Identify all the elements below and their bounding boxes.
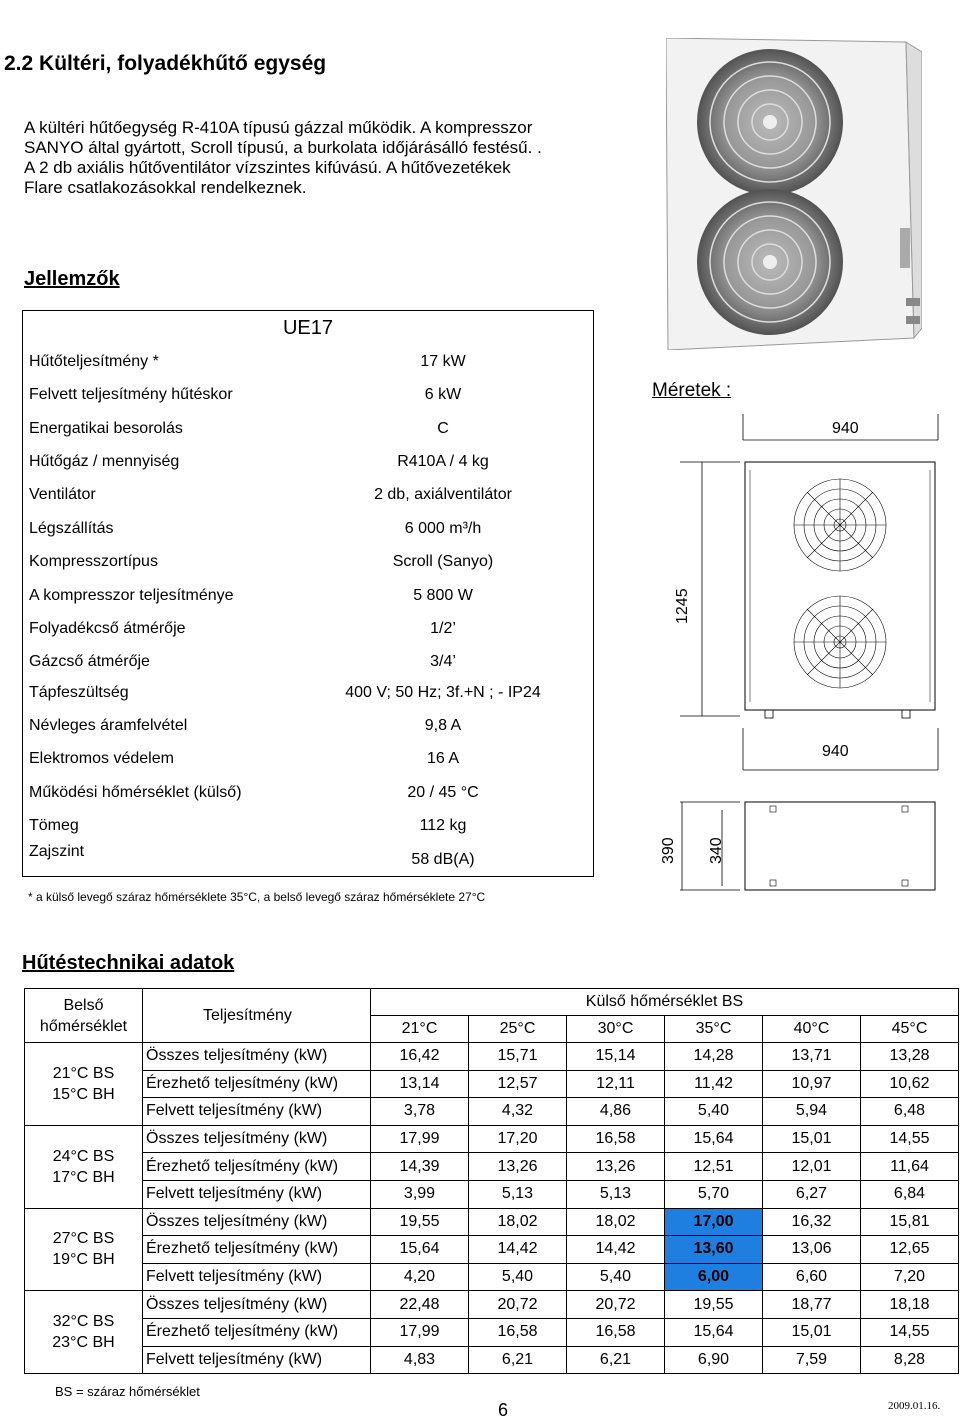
value-cell: 16,42 <box>371 1043 469 1071</box>
value-cell: 14,42 <box>469 1236 567 1264</box>
table-row <box>25 1153 959 1181</box>
value-cell: 19,55 <box>665 1291 763 1319</box>
value-cell: 15,71 <box>469 1043 567 1071</box>
inner-temp-cell <box>25 1208 143 1291</box>
inner-temp-line: 21°C BS <box>52 1064 115 1082</box>
value-cell: 10,62 <box>861 1070 959 1098</box>
spec-row <box>23 653 593 686</box>
spec-label: Felvett teljesítmény hűtéskor <box>29 386 233 403</box>
value-cell: 15,01 <box>763 1318 861 1346</box>
value-cell: 13,06 <box>763 1236 861 1264</box>
inner-temp-line: 19°C BH <box>52 1251 115 1269</box>
outdoor-unit-image <box>666 38 922 350</box>
spec-row <box>23 453 593 486</box>
value-cell: 5,94 <box>763 1098 861 1126</box>
outer-temp-cell: 40°C <box>763 1016 861 1043</box>
value-cell: 12,57 <box>469 1070 567 1098</box>
table-row <box>25 1236 959 1264</box>
intro-text <box>24 118 584 198</box>
table-row <box>25 1070 959 1098</box>
metric-cell: Összes teljesítmény (kW) <box>143 1291 371 1319</box>
spec-label: Gázcső átmérője <box>29 653 150 670</box>
spec-row <box>23 386 593 419</box>
value-cell: 5,13 <box>567 1180 665 1208</box>
value-cell: 16,58 <box>567 1125 665 1153</box>
spec-row <box>23 553 593 586</box>
table-row <box>25 1043 959 1071</box>
value-cell: 5,40 <box>567 1263 665 1291</box>
spec-value: 17 kW <box>420 353 466 370</box>
value-cell: 6,27 <box>763 1180 861 1208</box>
value-cell: 13,28 <box>861 1043 959 1071</box>
spec-label: Hűtőgáz / mennyiség <box>29 453 180 470</box>
value-cell: 12,51 <box>665 1153 763 1181</box>
value-cell: 15,81 <box>861 1208 959 1236</box>
metric-cell: Felvett teljesítmény (kW) <box>143 1346 371 1374</box>
dim-width-top: 940 <box>832 420 859 437</box>
inner-temp-line: 23°C BH <box>52 1334 115 1352</box>
value-cell: 14,28 <box>665 1043 763 1071</box>
cooling-table <box>24 988 959 1374</box>
spec-label: A kompresszor teljesítménye <box>29 587 234 604</box>
value-cell: 12,11 <box>567 1070 665 1098</box>
spec-value: 58 dB(A) <box>411 851 475 868</box>
spec-value: C <box>437 420 449 437</box>
intro-line: SANYO által gyártott, Scroll típusú, a burkolata időjárásálló festésű. . <box>24 138 542 157</box>
outer-temp-cell: 25°C <box>469 1016 567 1043</box>
dim-depth-inner: 340 <box>708 837 725 864</box>
table-row <box>25 1125 959 1153</box>
value-cell: 20,72 <box>567 1291 665 1319</box>
spec-value: 6 000 m³/h <box>404 520 482 537</box>
dimensions-drawing <box>640 410 940 900</box>
value-cell: 18,02 <box>469 1208 567 1236</box>
value-cell: 3,99 <box>371 1180 469 1208</box>
spec-label: Légszállítás <box>29 520 114 537</box>
value-cell: 11,42 <box>665 1070 763 1098</box>
intro-line: A kültéri hűtőegység R-410A típusú gázzal működik. A kompresszor <box>24 118 533 137</box>
value-cell: 15,14 <box>567 1043 665 1071</box>
value-cell: 5,13 <box>469 1180 567 1208</box>
inner-temp-line: 15°C BH <box>52 1085 115 1103</box>
value-cell: 5,40 <box>665 1098 763 1126</box>
value-cell: 8,28 <box>861 1346 959 1374</box>
value-cell: 14,55 <box>861 1125 959 1153</box>
value-cell: 4,83 <box>371 1346 469 1374</box>
section-title: 2.2 Kültéri, folyadékhűtő egység <box>4 52 327 75</box>
value-cell: 22,48 <box>371 1291 469 1319</box>
table-row <box>25 1318 959 1346</box>
value-cell: 13,60 <box>665 1236 763 1264</box>
value-cell: 17,20 <box>469 1125 567 1153</box>
fan-top <box>698 50 842 194</box>
spec-value: 20 / 45 °C <box>407 784 479 801</box>
spec-value: 112 kg <box>419 817 467 834</box>
value-cell: 12,01 <box>763 1153 861 1181</box>
value-cell: 18,18 <box>861 1291 959 1319</box>
value-cell: 6,21 <box>469 1346 567 1374</box>
value-cell: 6,48 <box>861 1098 959 1126</box>
footnote: * a külső levegő száraz hőmérséklete 35°C, a belső levegő száraz hőmérséklete 27°C <box>28 890 486 904</box>
value-cell: 10,97 <box>763 1070 861 1098</box>
value-cell: 4,32 <box>469 1098 567 1126</box>
value-cell: 16,58 <box>469 1318 567 1346</box>
value-cell: 15,64 <box>665 1318 763 1346</box>
inner-temp-cell <box>25 1291 143 1374</box>
value-cell: 11,64 <box>861 1153 959 1181</box>
intro-line: Flare csatlakozásokkal rendelkeznek. <box>24 178 307 197</box>
metric-cell: Felvett teljesítmény (kW) <box>143 1098 371 1126</box>
dim-width-bottom: 940 <box>822 743 849 760</box>
spec-label: Zajszint <box>29 843 85 860</box>
value-cell: 5,70 <box>665 1180 763 1208</box>
value-cell: 13,14 <box>371 1070 469 1098</box>
value-cell: 17,99 <box>371 1125 469 1153</box>
value-cell: 14,55 <box>861 1318 959 1346</box>
table-row <box>25 1346 959 1374</box>
spec-row <box>23 486 593 519</box>
value-cell: 16,58 <box>567 1318 665 1346</box>
page-number: 6 <box>498 1400 509 1420</box>
inner-temp-line: 17°C BH <box>52 1168 115 1186</box>
outer-temp-cell: 30°C <box>567 1016 665 1043</box>
metric-cell: Felvett teljesítmény (kW) <box>143 1263 371 1291</box>
spec-label: Elektromos védelem <box>29 750 174 767</box>
spec-label: Folyadékcső átmérője <box>29 620 186 637</box>
spec-value: 400 V; 50 Hz; 3f.+N ; - IP24 <box>345 684 541 701</box>
inner-temp-line: 27°C BS <box>52 1230 115 1248</box>
outer-temp-header: Külső hőmérséklet BS <box>371 989 959 1016</box>
spec-label: Tömeg <box>29 817 79 834</box>
spec-label: Ventilátor <box>29 486 96 503</box>
value-cell: 13,71 <box>763 1043 861 1071</box>
spec-value: 1/2’ <box>430 620 456 637</box>
bs-note: BS = száraz hőmérséklet <box>55 1384 200 1399</box>
value-cell: 6,84 <box>861 1180 959 1208</box>
spec-row <box>23 520 593 553</box>
value-cell: 14,39 <box>371 1153 469 1181</box>
outer-temp-cell: 21°C <box>371 1016 469 1043</box>
intro-line: A 2 db axiális hűtőventilátor vízszintes kifúvású. A hűtővezetékek <box>24 158 511 177</box>
metric-cell: Érezhető teljesítmény (kW) <box>143 1070 371 1098</box>
spec-table <box>22 310 594 877</box>
metric-cell: Érezhető teljesítmény (kW) <box>143 1236 371 1264</box>
spec-value: 5 800 W <box>413 587 473 604</box>
metric-cell: Összes teljesítmény (kW) <box>143 1043 371 1071</box>
cooling-heading: Hűtéstechnikai adatok <box>22 952 235 974</box>
value-cell: 16,32 <box>763 1208 861 1236</box>
value-cell: 3,78 <box>371 1098 469 1126</box>
spec-label: Hűtőteljesítmény * <box>29 353 159 370</box>
value-cell: 4,20 <box>371 1263 469 1291</box>
value-cell: 13,26 <box>567 1153 665 1181</box>
value-cell: 17,00 <box>665 1208 763 1236</box>
table-row <box>25 1208 959 1236</box>
dim-height: 1245 <box>674 588 691 624</box>
value-cell: 15,64 <box>665 1125 763 1153</box>
value-cell: 17,99 <box>371 1318 469 1346</box>
inner-temp-cell <box>25 1043 143 1126</box>
dimensions-title: Méretek : <box>652 380 732 401</box>
value-cell: 18,77 <box>763 1291 861 1319</box>
spec-value: 3/4’ <box>430 653 456 670</box>
spec-label: Kompresszortípus <box>29 553 158 570</box>
spec-value: Scroll (Sanyo) <box>392 553 494 570</box>
spec-row <box>23 353 593 386</box>
inner-temp-header: Belső hőmérséklet <box>25 989 143 1043</box>
value-cell: 6,90 <box>665 1346 763 1374</box>
value-cell: 13,26 <box>469 1153 567 1181</box>
value-cell: 20,72 <box>469 1291 567 1319</box>
spec-value: 2 db, axiálventilátor <box>374 486 512 503</box>
spec-label: Névleges áramfelvétel <box>29 717 188 734</box>
value-cell: 7,20 <box>861 1263 959 1291</box>
value-cell: 6,00 <box>665 1263 763 1291</box>
table-row <box>25 1263 959 1291</box>
spec-value: 6 kW <box>424 386 462 403</box>
value-cell: 15,64 <box>371 1236 469 1264</box>
spec-row <box>23 717 593 750</box>
value-cell: 5,40 <box>469 1263 567 1291</box>
metric-cell: Érezhető teljesítmény (kW) <box>143 1318 371 1346</box>
performance-header: Teljesítmény <box>143 989 371 1043</box>
table-row <box>25 1098 959 1126</box>
table-row <box>25 1180 959 1208</box>
spec-row <box>23 684 593 717</box>
outer-temp-cell: 45°C <box>861 1016 959 1043</box>
features-heading: Jellemzők <box>24 268 120 290</box>
spec-row <box>23 784 593 817</box>
metric-cell: Érezhető teljesítmény (kW) <box>143 1153 371 1181</box>
metric-cell: Felvett teljesítmény (kW) <box>143 1180 371 1208</box>
dim-depth-outer: 390 <box>660 837 677 864</box>
metric-cell: Összes teljesítmény (kW) <box>143 1125 371 1153</box>
value-cell: 14,42 <box>567 1236 665 1264</box>
table-row <box>25 1291 959 1319</box>
spec-row <box>23 750 593 783</box>
fan-bottom <box>698 190 842 334</box>
model-name: UE17 <box>282 317 334 339</box>
spec-value: 16 A <box>426 750 460 767</box>
inner-temp-cell <box>25 1125 143 1208</box>
inner-temp-line: 24°C BS <box>52 1147 115 1165</box>
outer-temp-cell: 35°C <box>665 1016 763 1043</box>
value-cell: 4,86 <box>567 1098 665 1126</box>
date: 2009.01.16. <box>888 1400 941 1412</box>
value-cell: 19,55 <box>371 1208 469 1236</box>
value-cell: 18,02 <box>567 1208 665 1236</box>
value-cell: 7,59 <box>763 1346 861 1374</box>
spec-value: R410A / 4 kg <box>397 453 489 470</box>
spec-label: Energatikai besorolás <box>29 420 183 437</box>
spec-row <box>23 587 593 620</box>
inner-temp-line: 32°C BS <box>52 1313 115 1331</box>
spec-label: Tápfeszültség <box>29 684 129 701</box>
value-cell: 12,65 <box>861 1236 959 1264</box>
spec-row <box>23 843 593 876</box>
spec-row <box>23 420 593 453</box>
value-cell: 15,01 <box>763 1125 861 1153</box>
spec-label: Működési hőmérséklet (külső) <box>29 784 242 801</box>
spec-value: 9,8 A <box>424 717 462 734</box>
spec-row <box>23 620 593 653</box>
value-cell: 6,60 <box>763 1263 861 1291</box>
value-cell: 6,21 <box>567 1346 665 1374</box>
metric-cell: Összes teljesítmény (kW) <box>143 1208 371 1236</box>
